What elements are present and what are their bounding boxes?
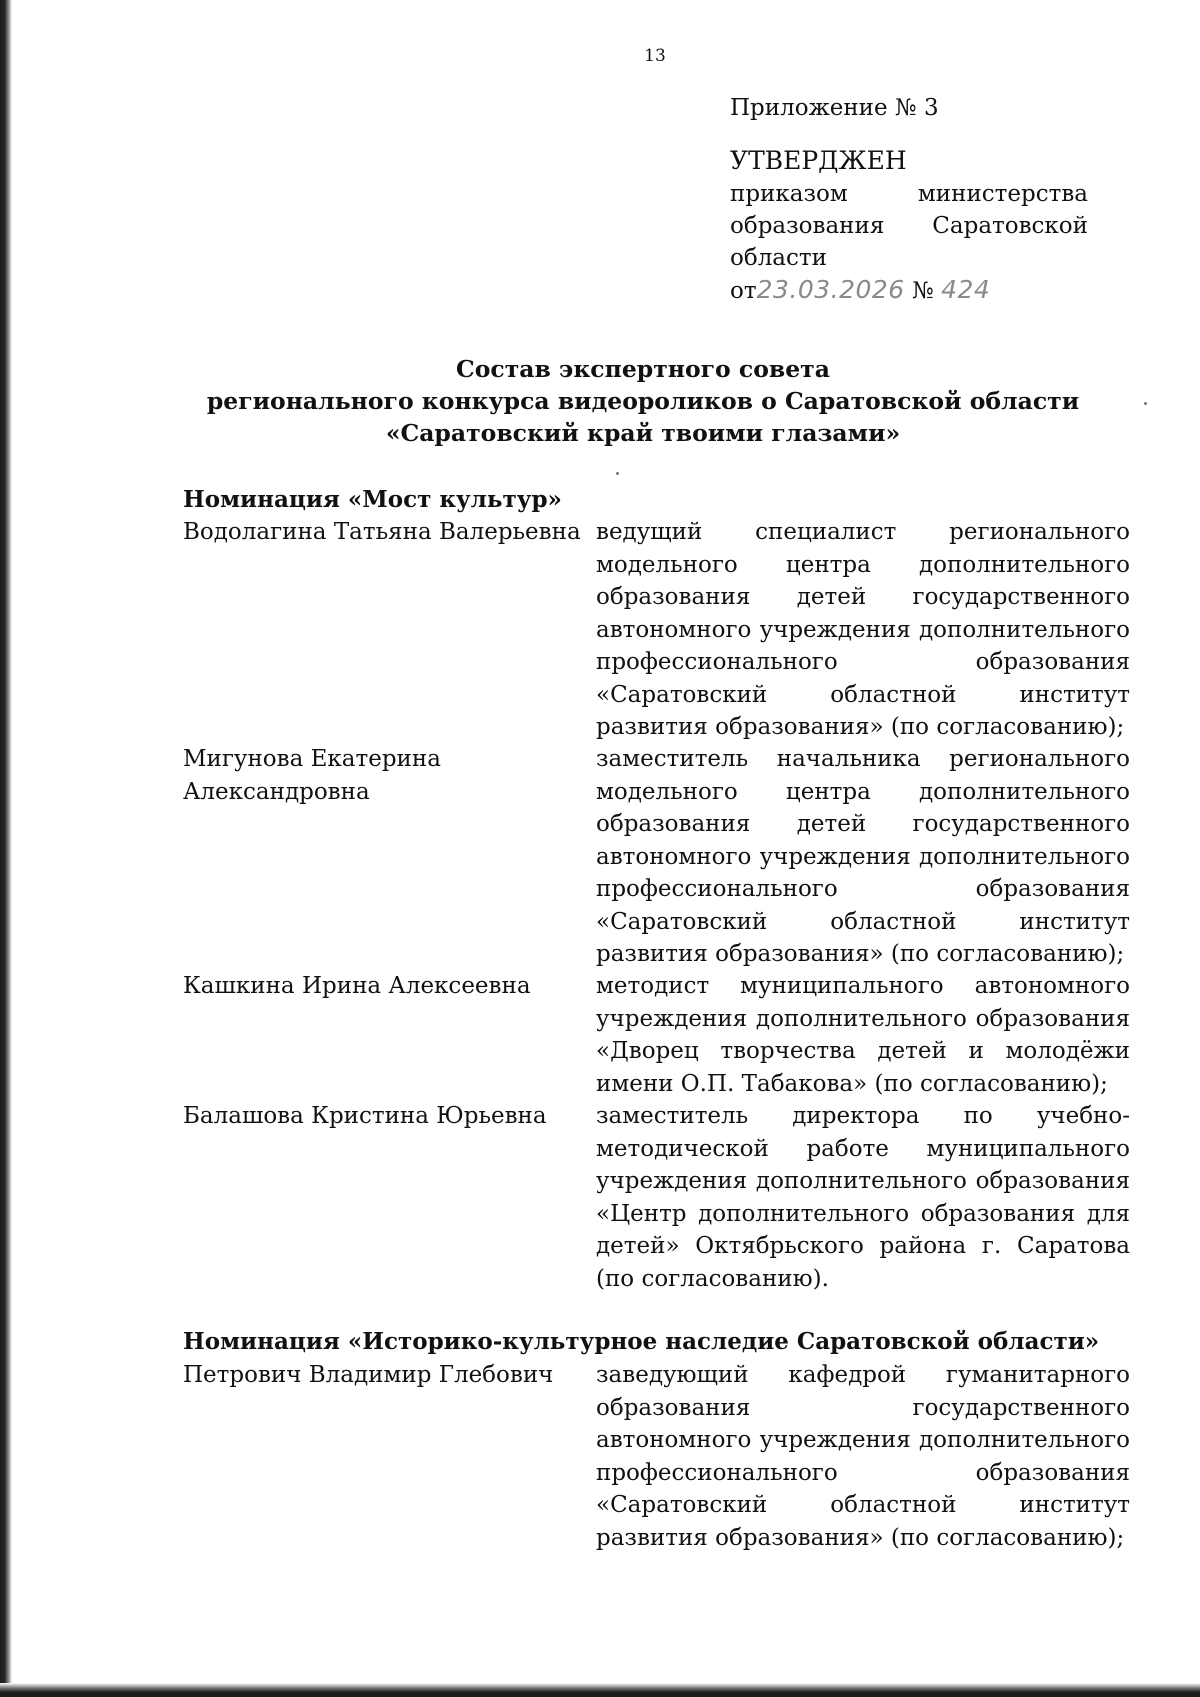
member-name: Водолагина Татьяна Валерьевна <box>183 519 581 545</box>
member-position: заместитель начальника регионального модельного центра дополнительного образования детей государственного автономного учреждения дополнительного профессионального образования «Саратовский областной институт развития образования» (по согласованию); <box>596 746 1130 967</box>
member-position: заместитель директора по учебно-методической работе муниципального учреждения дополнительного образования «Центр дополнительного образования для детей» Октябрьского района г. Саратова (по согласованию). <box>596 1103 1130 1292</box>
scan-edge-left <box>0 0 12 1697</box>
member-position: ведущий специалист регионального модельного центра дополнительного образования детей государственного автономного учреждения дополнительного профессионального образования «Саратовский областной институт развития образования» (по согласованию); <box>596 519 1130 740</box>
member-name: Балашова Кристина Юрьевна <box>183 1103 547 1129</box>
member-name: Кашкина Ирина Алексеевна <box>183 973 531 999</box>
number-sign: № <box>912 278 934 304</box>
approval-line-3: области <box>730 245 827 271</box>
scan-speck <box>1144 402 1147 405</box>
title-line-2: регионального конкурса видеороликов о Саратовской области <box>206 387 1080 415</box>
handwritten-date: 23.03.2026 <box>756 275 905 304</box>
approval-block <box>730 92 1088 307</box>
document-title <box>183 353 1103 449</box>
title-line-1: Состав экспертного совета <box>456 355 830 383</box>
member-position: методист муниципального автономного учреждения дополнительного образования «Дворец творчества детей и молодёжи имени О.П. Табакова» (по согласованию); <box>596 973 1130 1097</box>
section-heading: Номинация «Историко-культурное наследие Саратовской области» <box>183 1328 1100 1355</box>
member-name: Мигунова Екатерина Александровна <box>183 746 441 805</box>
scan-edge-bottom <box>0 1683 1200 1697</box>
annex-label: Приложение № 3 <box>730 95 939 121</box>
approval-line-1: приказом министерства <box>730 181 1088 207</box>
date-prefix: от <box>730 278 757 304</box>
scan-speck <box>616 472 619 475</box>
section-heading: Номинация «Мост культур» <box>183 486 562 513</box>
member-position: заведующий кафедрой гуманитарного образования государственного автономного учреждения дополнительного профессионального образования «Саратовский областной институт развития образования» (по согласованию); <box>596 1362 1130 1551</box>
title-line-3: «Саратовский край твоими глазами» <box>385 419 901 447</box>
order-line <box>730 274 1088 307</box>
approval-line-2: образования Саратовской <box>730 213 1088 239</box>
approved-label: УТВЕРДЖЕН <box>730 146 907 175</box>
member-name: Петрович Владимир Глебович <box>183 1362 554 1388</box>
page-number: 13 <box>644 46 666 66</box>
handwritten-number: 424 <box>941 275 991 304</box>
